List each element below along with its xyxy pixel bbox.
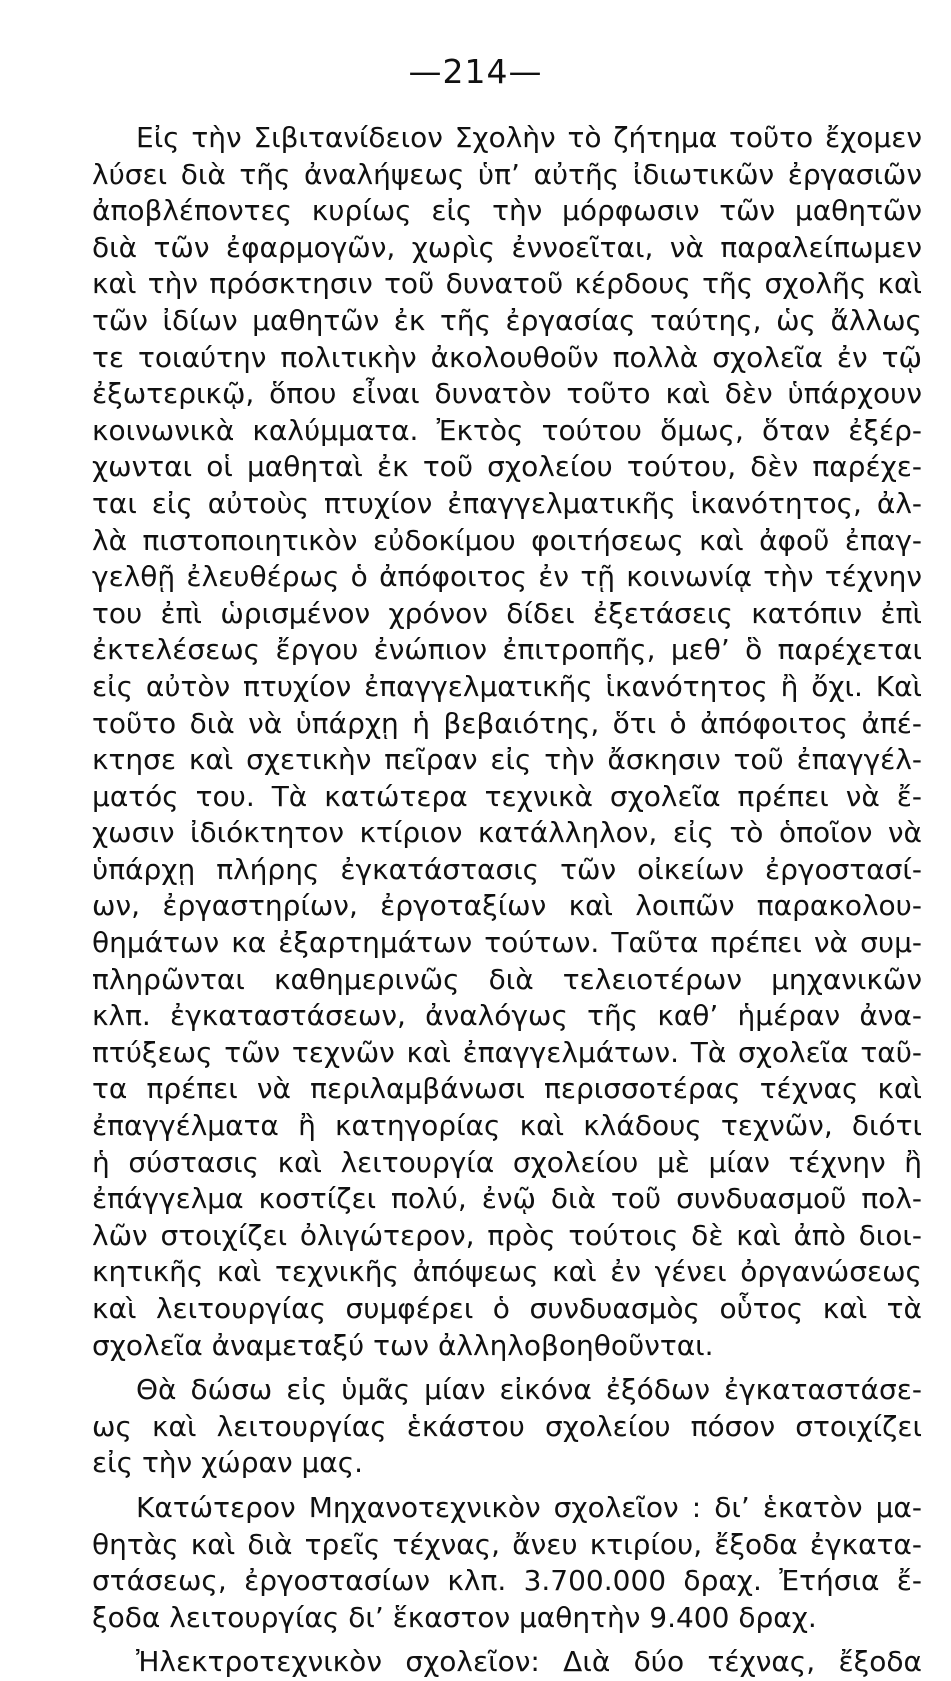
text-line: θημάτων κα ἐξαρτημάτων τούτων. Ταῦτα πρέπει νὰ συμ- xyxy=(92,926,922,960)
text-line: ἐπάγγελμα κοστίζει πολύ, ἐνῷ διὰ τοῦ συνδυασμοῦ πολ- xyxy=(92,1182,922,1216)
text-line: πτύξεως τῶν τεχνῶν καὶ ἐπαγγελμάτων. Τὰ σχολεῖα ταῦ- xyxy=(92,1035,922,1069)
body-text xyxy=(92,120,922,1681)
text-line: λὰ πιστοποιητικὸν εὐδοκίμου φοιτήσεως καὶ ἀφοῦ ἐπαγ- xyxy=(92,523,922,557)
text-line: ἐπαγγέλματα ἢ κατηγορίας καὶ κλάδους τεχνῶν, διότι xyxy=(92,1109,922,1143)
text-line: θητὰς καὶ διὰ τρεῖς τέχνας, ἄνευ κτιρίου, ἔξοδα ἐγκατα- xyxy=(92,1527,922,1561)
text-line: σχολεῖα ἀναμεταξύ των ἀλληλοβοηθοῦνται. xyxy=(92,1328,714,1362)
text-line: εἰς αὐτὸν πτυχίον ἐπαγγελματικῆς ἱκανότητος ἢ ὄχι. Καὶ xyxy=(92,669,922,703)
text-line: κοινωνικὰ καλύμματα. Ἐκτὸς τούτου ὅμως, ὅταν ἐξέρ- xyxy=(92,413,922,447)
text-line: χωσιν ἰδιόκτητον κτίριον κατάλληλον, εἰς τὸ ὁποῖον νὰ xyxy=(92,816,922,850)
text-line: καὶ τὴν πρόσκτησιν τοῦ δυνατοῦ κέρδους τῆς σχολῆς καὶ xyxy=(92,267,922,301)
text-line: κτησε καὶ σχετικὴν πεῖραν εἰς τὴν ἄσκησιν τοῦ ἐπαγγέλ- xyxy=(92,743,922,777)
text-line: χωνται οἱ μαθηταὶ ἐκ τοῦ σχολείου τούτου, δὲν παρέχε- xyxy=(92,450,922,484)
text-line: Κατώτερον Μηχανοτεχνικὸν σχολεῖον : δι’ ἑκατὸν μα- xyxy=(136,1490,922,1524)
paragraph xyxy=(92,1644,922,1681)
text-line: ως καὶ λειτουργίας ἑκάστου σχολείου πόσον στοιχίζει xyxy=(92,1409,922,1443)
text-line: στάσεως, ἐργοστασίων κλπ. 3.700.000 δραχ. Ἐτήσια ἔ- xyxy=(92,1564,922,1598)
text-line: λῶν στοιχίζει ὀλιγώτερον, πρὸς τούτοις δὲ καὶ ἀπὸ διοι- xyxy=(92,1218,922,1252)
text-line: ἀποβλέποντες κυρίως εἰς τὴν μόρφωσιν τῶν μαθητῶν xyxy=(92,194,922,228)
text-line: τε τοιαύτην πολιτικὴν ἀκολουθοῦν πολλὰ σχολεῖα ἐν τῷ xyxy=(92,340,922,374)
text-line: λύσει διὰ τῆς ἀναλήψεως ὑπ’ αὐτῆς ἰδιωτικῶν ἐργασιῶν xyxy=(92,157,922,191)
text-line: ἡ σύστασις καὶ λειτουργία σχολείου μὲ μίαν τέχνην ἢ xyxy=(92,1145,922,1179)
text-line: ἐκτελέσεως ἔργου ἐνώπιον ἐπιτροπῆς, μεθ’ ὃ παρέχεται xyxy=(92,633,922,667)
text-line: τοῦτο διὰ νὰ ὑπάρχῃ ἡ βεβαιότης, ὅτι ὁ ἀπόφοιτος ἀπέ- xyxy=(92,706,922,740)
text-line: ματός του. Τὰ κατώτερα τεχνικὰ σχολεῖα πρέπει νὰ ἔ- xyxy=(92,779,922,813)
paragraph xyxy=(92,1372,922,1482)
text-line: ων, ἐργαστηρίων, ἐργοταξίων καὶ λοιπῶν παρακολου- xyxy=(92,889,922,923)
text-line: Εἰς τὴν Σιβιτανίδειον Σχολὴν τὸ ζήτημα τοῦτο ἔχομεν xyxy=(136,121,922,154)
text-line: Θὰ δώσω εἰς ὑμᾶς μίαν εἰκόνα ἐξόδων ἐγκαταστάσε- xyxy=(136,1373,922,1407)
text-line: κητικῆς καὶ τεχνικῆς ἀπόψεως καὶ ἐν γένει ὀργανώσεως xyxy=(92,1255,922,1289)
page-number: —214— xyxy=(408,52,543,91)
text-line: ξοδα λειτουργίας δι’ ἕκαστον μαθητὴν 9.400 δραχ. xyxy=(92,1600,817,1634)
text-line: εἰς τὴν χώραν μας. xyxy=(92,1446,364,1480)
paragraph xyxy=(92,1490,922,1636)
paragraph xyxy=(92,120,922,1364)
text-line: ται εἰς αὐτοὺς πτυχίον ἐπαγγελματικῆς ἱκανότητος, ἀλ- xyxy=(92,486,922,520)
text-line: καὶ λειτουργίας συμφέρει ὁ συνδυασμὸς οὗτος καὶ τὰ xyxy=(92,1292,922,1325)
text-line: ἐξωτερικῷ, ὅπου εἶναι δυνατὸν τοῦτο καὶ δὲν ὑπάρχουν xyxy=(92,377,922,411)
text-line: του ἐπὶ ὡρισμένον χρόνον δίδει ἐξετάσεις κατόπιν ἐπὶ xyxy=(92,596,922,630)
text-line: τῶν ἰδίων μαθητῶν ἐκ τῆς ἐργασίας ταύτης, ὡς ἄλλως xyxy=(92,303,922,337)
text-line: τα πρέπει νὰ περιλαμβάνωσι περισσοτέρας τέχνας καὶ xyxy=(92,1072,922,1106)
text-line: Ἠλεκτροτεχνικὸν σχολεῖον: Διὰ δύο τέχνας, ἔξοδα xyxy=(136,1645,922,1679)
text-line: πληρῶνται καθημερινῶς διὰ τελειοτέρων μηχανικῶν xyxy=(92,962,922,996)
text-line: κλπ. ἐγκαταστάσεων, ἀναλόγως τῆς καθ’ ἡμέραν ἀνα- xyxy=(92,999,922,1033)
text-line: γελθῇ ἐλευθέρως ὁ ἀπόφοιτος ἐν τῇ κοινωνίᾳ τὴν τέχνην xyxy=(92,560,922,594)
text-line: διὰ τῶν ἐφαρμογῶν, χωρὶς ἐννοεῖται, νὰ παραλείπωμεν xyxy=(92,230,922,264)
text-line: ὑπάρχῃ πλήρης ἐγκατάστασις τῶν οἰκείων ἐργοστασί- xyxy=(92,852,922,886)
